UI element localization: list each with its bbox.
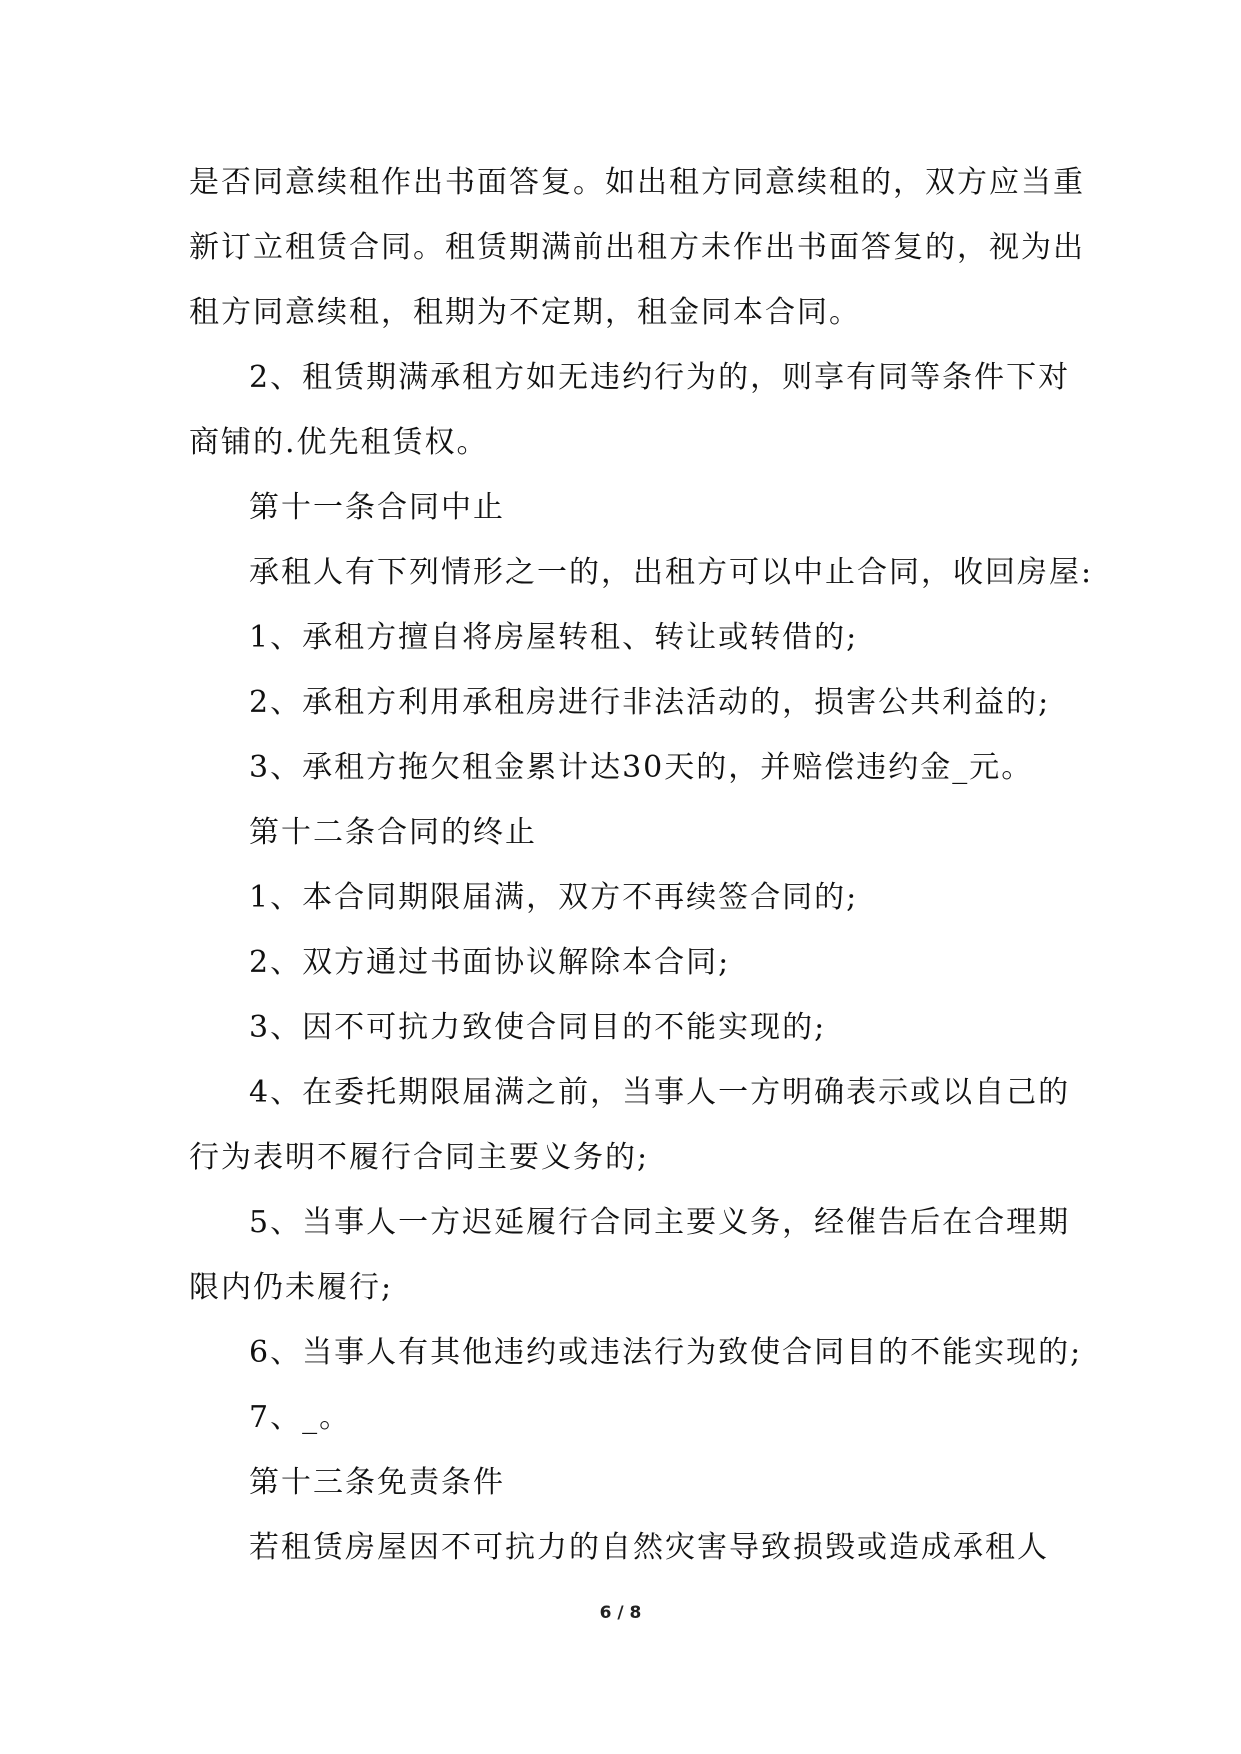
document-body	[189, 150, 1094, 1580]
list-item-continuation: 限内仍未履行;	[189, 1270, 394, 1305]
list-item: 6、当事人有其他违约或违法行为致使合同目的不能实现的;	[249, 1335, 1083, 1370]
list-item: 2、承租方利用承租房进行非法活动的，损害公共利益的;	[249, 685, 1051, 720]
list-item: 1、本合同期限届满，双方不再续签合同的;	[249, 880, 859, 915]
paragraph-line: 若租赁房屋因不可抗力的自然灾害导致损毁或造成承租人	[249, 1530, 1049, 1565]
list-item: 1、承租方擅自将房屋转租、转让或转借的;	[249, 620, 859, 655]
list-item: 4、在委托期限届满之前，当事人一方明确表示或以自己的	[249, 1075, 1071, 1110]
list-item: 2、双方通过书面协议解除本合同;	[249, 945, 731, 980]
section-heading: 第十一条合同中止	[249, 490, 505, 525]
list-item: 3、因不可抗力致使合同目的不能实现的;	[249, 1010, 827, 1045]
list-item: 5、当事人一方迟延履行合同主要义务，经催告后在合理期	[249, 1205, 1071, 1240]
paragraph-line: 租方同意续租，租期为不定期，租金同本合同。	[189, 295, 861, 330]
list-item-continuation: 行为表明不履行合同主要义务的;	[189, 1140, 650, 1175]
list-item: 3、承租方拖欠租金累计达30天的，并赔偿违约金_元。	[249, 750, 1034, 785]
section-heading: 第十二条合同的终止	[249, 815, 537, 850]
paragraph-line: 新订立租赁合同。租赁期满前出租方未作出书面答复的，视为出	[189, 230, 1085, 265]
paragraph-line: 商铺的.优先租赁权。	[189, 425, 489, 460]
paragraph-line: 承租人有下列情形之一的，出租方可以中止合同，收回房屋:	[249, 555, 1094, 590]
section-heading: 第十三条免责条件	[249, 1465, 505, 1500]
paragraph-line: 2、租赁期满承租方如无违约行为的，则享有同等条件下对	[249, 360, 1071, 395]
page-number: 6 / 8	[599, 1603, 642, 1623]
list-item: 7、_。	[249, 1400, 352, 1435]
paragraph-line: 是否同意续租作出书面答复。如出租方同意续租的，双方应当重	[189, 165, 1085, 200]
